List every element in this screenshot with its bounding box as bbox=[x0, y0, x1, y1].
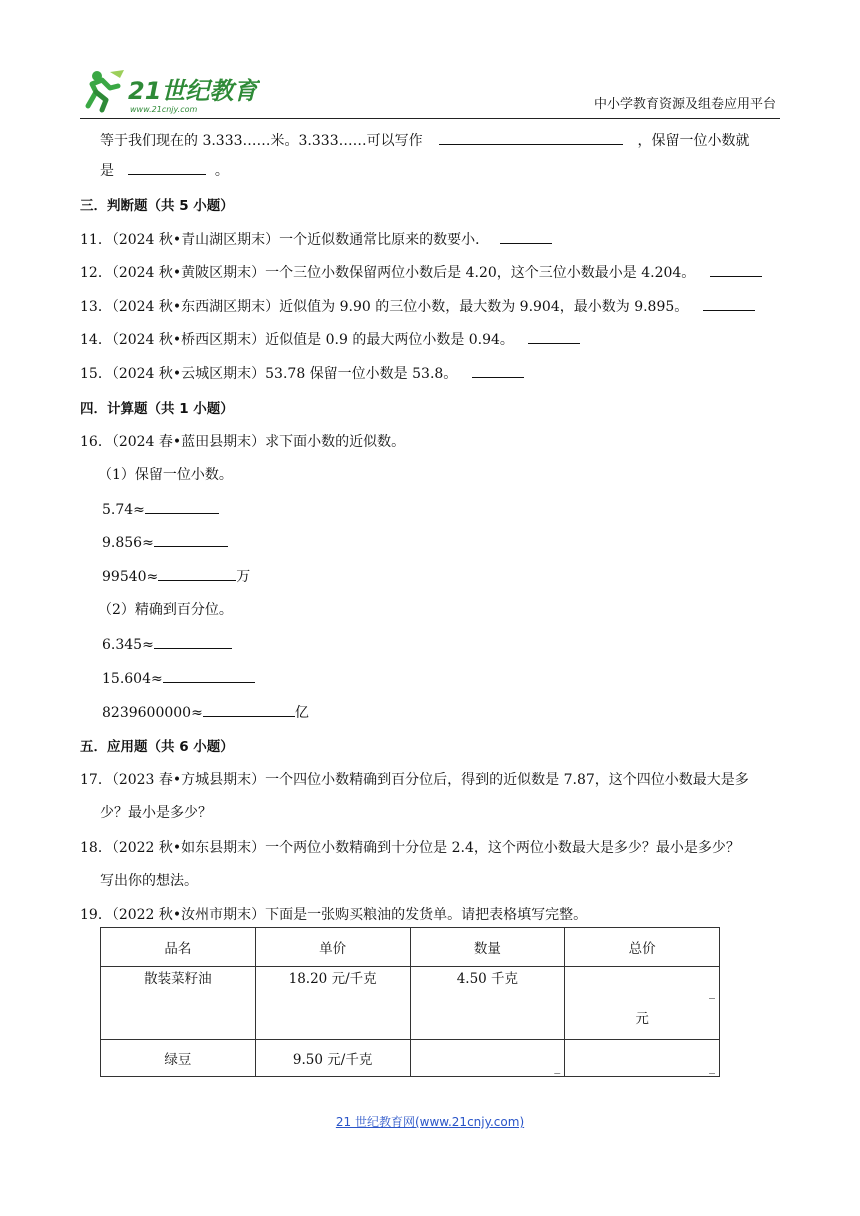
question-16-part-2: （2）精确到百分位。 bbox=[98, 602, 233, 618]
unit-label: 元 bbox=[635, 1011, 649, 1027]
answer-blank[interactable] bbox=[128, 160, 206, 175]
answer-blank[interactable] bbox=[203, 702, 295, 717]
table-cell: 绿豆 bbox=[101, 1040, 256, 1077]
answer-blank[interactable] bbox=[710, 262, 762, 277]
question-16-b3: 8239600000≈ 亿 bbox=[102, 702, 309, 722]
table-header: 数量 bbox=[410, 928, 565, 967]
question-17-line-2: 少？最小是多少？ bbox=[100, 805, 212, 821]
svg-text:21世纪教育: 21世纪教育 bbox=[128, 77, 258, 105]
answer-blank[interactable] bbox=[528, 329, 580, 344]
answer-cell[interactable] bbox=[565, 967, 720, 1040]
question-18-line-2: 写出你的想法。 bbox=[100, 873, 198, 889]
answer-blank[interactable] bbox=[154, 532, 228, 547]
site-logo[interactable] bbox=[80, 66, 260, 116]
question-12: 12．（2024 秋•黄陂区期末）一个三位小数保留两位小数后是 4.20，这个三位小数最小是 4.204。 bbox=[80, 262, 762, 282]
table-header: 品名 bbox=[101, 928, 256, 967]
question-16-stem: 16．（2024 春•蓝田县期末）求下面小数的近似数。 bbox=[80, 434, 406, 450]
question-16-part-1: （1）保留一位小数。 bbox=[98, 467, 233, 483]
table-header: 单价 bbox=[255, 928, 410, 967]
question-19-stem: 19．（2022 秋•汝州市期末）下面是一张购买粮油的发货单。请把表格填写完整。 bbox=[80, 907, 588, 923]
answer-blank[interactable] bbox=[163, 668, 255, 683]
question-13: 13．（2024 秋•东西湖区期末）近似值为 9.90 的三位小数，最大数为 9.904，最小数为 9.895。 bbox=[80, 296, 755, 316]
answer-blank[interactable] bbox=[154, 634, 232, 649]
question-11: 11．（2024 秋•青山湖区期末）一个近似数通常比原来的数要小． bbox=[80, 229, 552, 249]
continuation-line-2: 是 。 bbox=[100, 160, 229, 180]
question-16-a1: 5.74≈ bbox=[102, 499, 219, 518]
continuation-line-1: 等于我们现在的 3.333……米。3.333……可以写作 ，保留一位小数就 bbox=[100, 130, 750, 150]
table-cell: 散装菜籽油 bbox=[101, 967, 256, 1040]
table-row bbox=[101, 1040, 720, 1077]
answer-blank[interactable] bbox=[472, 363, 524, 378]
page-header bbox=[80, 66, 780, 119]
answer-blank[interactable] bbox=[703, 296, 755, 311]
blank-mark: _ bbox=[554, 1060, 561, 1074]
blank-mark: _ bbox=[709, 985, 715, 999]
section-3-title: 三．判断题（共 5 小题） bbox=[80, 198, 234, 214]
table-row bbox=[101, 967, 720, 1040]
answer-blank[interactable] bbox=[158, 566, 236, 581]
question-16-b2: 15.604≈ bbox=[102, 668, 255, 687]
table-cell: 9.50 元/千克 bbox=[255, 1040, 410, 1077]
platform-title: 中小学教育资源及组卷应用平台 bbox=[593, 97, 776, 112]
footer-link[interactable]: 21 世纪教育网(www.21cnjy.com) bbox=[335, 1115, 525, 1129]
table-header: 总价 bbox=[565, 928, 720, 967]
table-cell: 18.20 元/千克 bbox=[255, 967, 410, 1040]
question-16-a2: 9.856≈ bbox=[102, 532, 228, 551]
answer-cell[interactable] bbox=[565, 1040, 720, 1077]
question-16-a3: 99540≈ 万 bbox=[102, 566, 250, 586]
table-cell: 4.50 千克 bbox=[410, 967, 565, 1040]
question-17-line-1: 17．（2023 春•方城县期末）一个四位小数精确到百分位后，得到的近似数是 7.87，这个四位小数最大是多 bbox=[80, 772, 749, 788]
blank-mark: _ bbox=[709, 1060, 715, 1074]
question-14: 14．（2024 秋•桥西区期末）近似值是 0.9 的最大两位小数是 0.94。 bbox=[80, 329, 580, 349]
question-16-b1: 6.345≈ bbox=[102, 634, 232, 653]
question-15: 15．（2024 秋•云城区期末）53.78 保留一位小数是 53.8。 bbox=[80, 363, 524, 383]
invoice-table bbox=[100, 927, 720, 1077]
answer-blank[interactable] bbox=[500, 229, 552, 244]
answer-blank[interactable] bbox=[439, 130, 623, 145]
page-footer bbox=[0, 1113, 860, 1130]
svg-text:www.21cnjy.com: www.21cnjy.com bbox=[130, 105, 198, 114]
table-header-row bbox=[101, 928, 720, 967]
answer-blank[interactable] bbox=[145, 499, 219, 514]
section-4-title: 四．计算题（共 1 小题） bbox=[80, 401, 234, 417]
runner-logo-icon bbox=[80, 66, 260, 116]
question-18-line-1: 18．（2022 秋•如东县期末）一个两位小数精确到十分位是 2.4，这个两位小数最大是多少？最小是多少？ bbox=[80, 840, 740, 856]
section-5-title: 五．应用题（共 6 小题） bbox=[80, 739, 234, 755]
answer-cell[interactable] bbox=[410, 1040, 565, 1077]
